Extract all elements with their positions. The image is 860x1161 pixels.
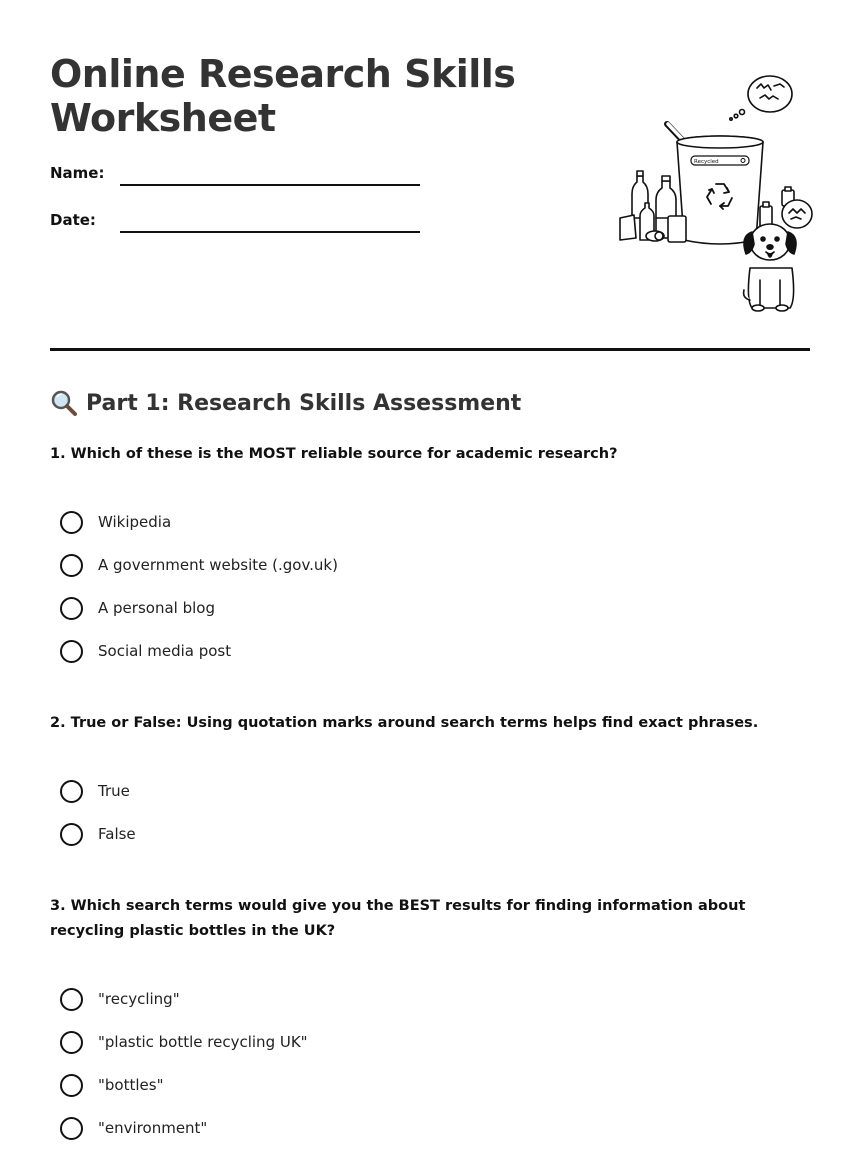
thought-bubble-icon [730, 76, 792, 120]
radio-button[interactable] [60, 640, 83, 663]
q3-option-2[interactable] [60, 1029, 308, 1055]
option-label: "bottles" [98, 1076, 164, 1094]
option-label: "plastic bottle recycling UK" [98, 1033, 308, 1051]
radio-button[interactable] [60, 554, 83, 577]
svg-text:Recycled: Recycled [694, 159, 719, 165]
option-label: True [98, 782, 130, 800]
q3-option-3[interactable] [60, 1072, 163, 1098]
radio-button[interactable] [60, 823, 83, 846]
question-2: 2. True or False: Using quotation marks around search terms helps find exact phrases. [50, 715, 759, 731]
recycling-bin-icon [677, 136, 763, 244]
date-line[interactable] [120, 231, 420, 233]
radio-button[interactable] [60, 780, 83, 803]
magnifying-glass-icon [50, 389, 78, 417]
option-label: Wikipedia [98, 513, 172, 531]
q2-option-2[interactable] [60, 821, 136, 847]
recycling-illustration [560, 68, 820, 316]
q1-option-3[interactable] [60, 595, 215, 621]
name-label: Name: [50, 164, 105, 182]
radio-button[interactable] [60, 1031, 83, 1054]
question-3: 3. Which search terms would give you the BEST results for finding information about recycling plastic bottles in the UK? [50, 898, 746, 939]
q3-option-4[interactable] [60, 1115, 207, 1141]
q1-option-2[interactable] [60, 552, 338, 578]
radio-button[interactable] [60, 1117, 83, 1140]
worksheet-title: Online Research Skills Worksheet [50, 52, 516, 140]
option-label: "recycling" [98, 990, 180, 1008]
part1-heading-text: Part 1: Research Skills Assessment [86, 390, 522, 416]
option-label: A government website (.gov.uk) [98, 556, 338, 574]
name-line[interactable] [120, 184, 420, 186]
date-field[interactable] [50, 211, 430, 241]
date-label: Date: [50, 211, 96, 229]
option-label: False [98, 825, 136, 843]
part1-heading [50, 389, 521, 417]
option-label: A personal blog [98, 599, 215, 617]
q1-option-1[interactable] [60, 509, 171, 535]
radio-button[interactable] [60, 511, 83, 534]
option-label: "environment" [98, 1119, 208, 1137]
name-field[interactable] [50, 164, 430, 194]
q1-option-4[interactable] [60, 638, 231, 664]
radio-button[interactable] [60, 988, 83, 1011]
header-divider [50, 348, 810, 351]
question-1: 1. Which of these is the MOST reliable source for academic research? [50, 446, 618, 462]
bottles-icon [620, 171, 686, 242]
worksheet-header [50, 0, 810, 352]
radio-button[interactable] [60, 597, 83, 620]
q2-option-1[interactable] [60, 778, 130, 804]
radio-button[interactable] [60, 1074, 83, 1097]
option-label: Social media post [98, 642, 232, 660]
q3-option-1[interactable] [60, 986, 180, 1012]
